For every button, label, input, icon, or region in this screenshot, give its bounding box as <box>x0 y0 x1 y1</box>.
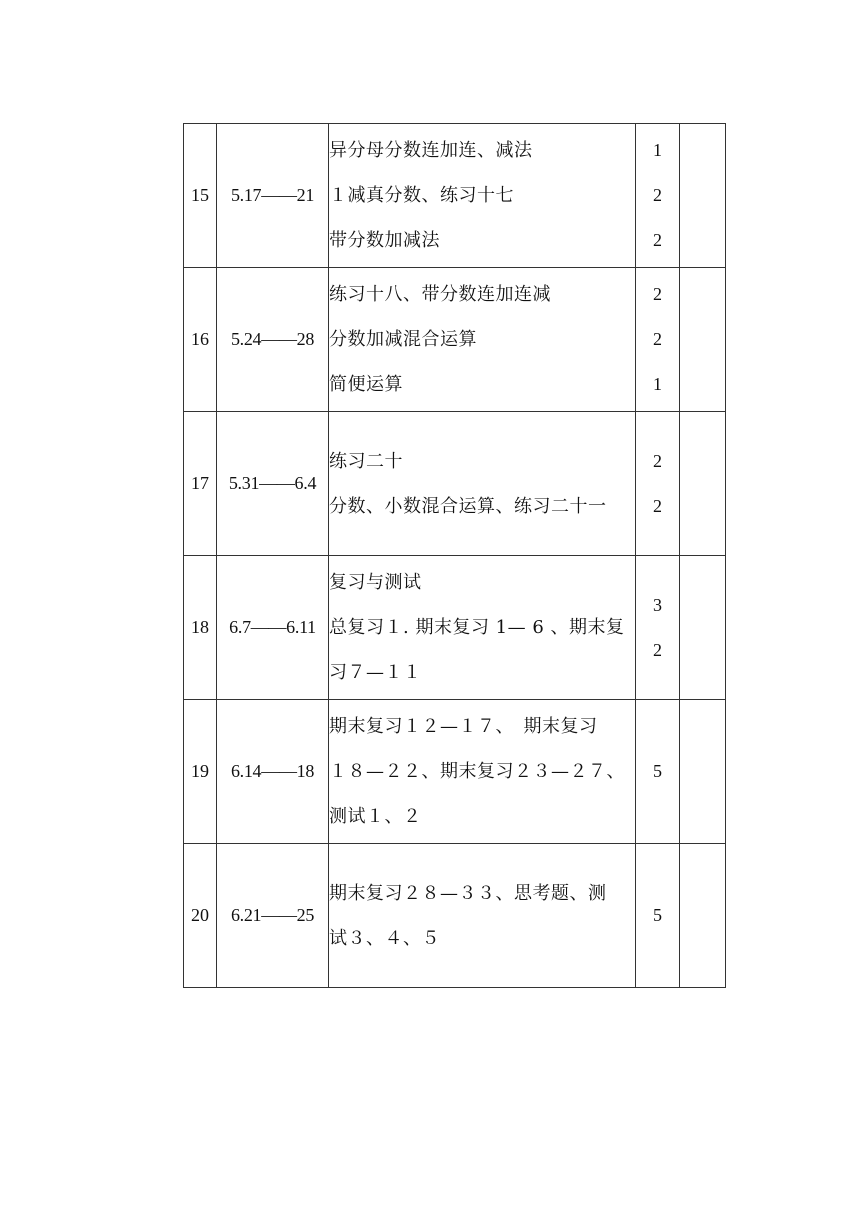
lesson-line: 练习十八、带分数连加连减 <box>329 284 551 305</box>
lesson-content <box>329 268 636 412</box>
class-hours <box>636 268 680 412</box>
lesson-content <box>329 124 636 268</box>
schedule-table <box>183 123 726 988</box>
table-row <box>184 124 726 268</box>
hours-value: 2 <box>653 639 662 660</box>
date-range: 5.24——28 <box>217 268 329 412</box>
lesson-line: 练习二十 <box>329 450 403 472</box>
date-range: 5.31——6.4 <box>217 412 329 556</box>
lesson-line: 期末复习２８—３３、思考题、测 <box>329 882 607 904</box>
lesson-content <box>329 556 636 700</box>
note-cell <box>680 844 726 988</box>
hours-value: 2 <box>653 284 662 304</box>
lesson-content <box>329 844 636 988</box>
lesson-content <box>329 700 636 844</box>
note-cell <box>680 124 726 268</box>
lesson-line: 总复习１. 期末复习 1— 6 、期末复 <box>329 617 625 638</box>
lesson-line: 异分母分数连加连、减法 <box>329 140 533 161</box>
hours-value: 5 <box>653 761 662 781</box>
week-number: 20 <box>184 844 217 988</box>
date-range: 6.7——6.11 <box>217 556 329 700</box>
lesson-line: 试３、４、５ <box>329 927 440 949</box>
lesson-line: 分数加减混合运算 <box>329 329 477 350</box>
table-row <box>184 268 726 412</box>
week-number: 17 <box>184 412 217 556</box>
table-row <box>184 844 726 988</box>
hours-value: 2 <box>653 329 662 349</box>
hours-value: 2 <box>653 495 662 516</box>
week-number: 15 <box>184 124 217 268</box>
date-range: 6.14——18 <box>217 700 329 844</box>
lesson-line: 简便运算 <box>329 374 403 395</box>
hours-value: 3 <box>653 594 662 615</box>
hours-value: 2 <box>653 230 662 250</box>
hours-value: 1 <box>653 140 662 160</box>
note-cell <box>680 412 726 556</box>
table-row <box>184 700 726 844</box>
class-hours <box>636 556 680 700</box>
lesson-line: 期末复习１２—１７、 期末复习 <box>329 716 598 737</box>
table-row <box>184 412 726 556</box>
lesson-line: 复习与测试 <box>329 572 422 593</box>
hours-value: 2 <box>653 185 662 205</box>
hours-value: 1 <box>653 374 662 394</box>
lesson-content <box>329 412 636 556</box>
table-row <box>184 556 726 700</box>
date-range: 5.17——21 <box>217 124 329 268</box>
week-number: 18 <box>184 556 217 700</box>
hours-value: 2 <box>653 450 662 471</box>
lesson-line: １减真分数、练习十七 <box>329 185 514 206</box>
hours-value: 5 <box>653 905 662 925</box>
note-cell <box>680 556 726 700</box>
note-cell <box>680 700 726 844</box>
week-number: 19 <box>184 700 217 844</box>
class-hours <box>636 844 680 988</box>
lesson-line: 分数、小数混合运算、练习二十一 <box>329 495 607 517</box>
lesson-line: 习７—１１ <box>329 662 422 683</box>
lesson-line: １８—２２、期末复习２３—２７、 <box>329 761 625 782</box>
class-hours <box>636 412 680 556</box>
lesson-line: 测试１、２ <box>329 806 422 827</box>
date-range: 6.21——25 <box>217 844 329 988</box>
class-hours <box>636 700 680 844</box>
week-number: 16 <box>184 268 217 412</box>
class-hours <box>636 124 680 268</box>
note-cell <box>680 268 726 412</box>
lesson-line: 带分数加减法 <box>329 230 440 251</box>
